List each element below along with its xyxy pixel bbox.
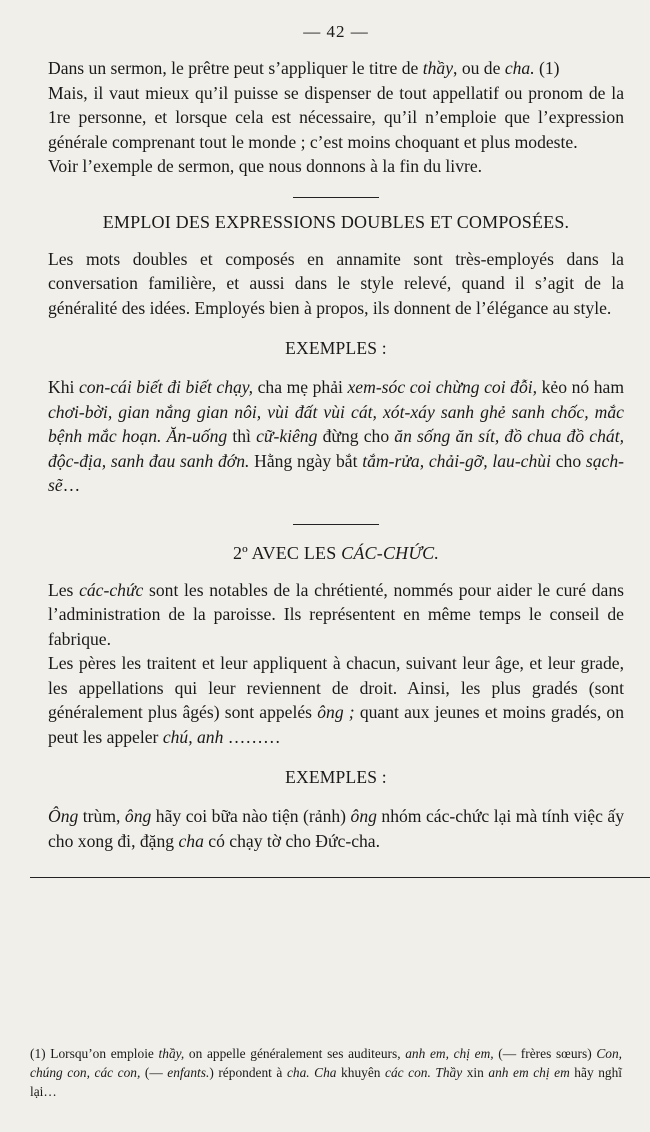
paragraph-peres [48, 651, 624, 749]
text-run: (— frères sœurs) [493, 1046, 597, 1061]
text-run: thì [227, 426, 257, 446]
footnote-divider [30, 877, 650, 878]
text-run: Hằng ngày bắt [249, 450, 363, 471]
italic-run: ông [124, 806, 152, 826]
heading-text: 2º AVEC LES [232, 542, 342, 563]
examples-heading-2: EXEMPLES : [285, 767, 387, 787]
section-divider [293, 524, 379, 525]
text-run: (1) Lorsqu’on emploie [30, 1046, 159, 1061]
text-run: hãy nghĩ lại… [30, 1065, 622, 1099]
heading-italic: CÁC-CHỨC. [341, 542, 440, 563]
text-run: … [62, 475, 81, 495]
text-run: có chạy tờ cho Đức-cha. [203, 830, 381, 851]
footnote [30, 1044, 622, 1101]
text-run: Les pères les traitent et leur appliquent à chacun, suivant leur âge, et leur grade, les appellations qui leur reviennent de droit. Ainsi, les plus gradés (sont généralement plus âgés) sont appelés [48, 653, 624, 722]
italic-run: sạch-sẽ [48, 450, 624, 495]
italic-run: cữ-kiêng [256, 426, 318, 446]
footnote-ref: (1) [534, 58, 560, 78]
text-span: Dans un sermon, le prêtre peut s’appliquer le titre de [48, 58, 423, 78]
italic-run: Con, chúng con, các con, [30, 1046, 622, 1080]
section-heading-cac-chuc [48, 543, 624, 564]
italic-run: cha. Cha [286, 1065, 337, 1080]
text-run: nhóm các-chức lại mà tính việc ấy cho xong đi, đặng [48, 806, 624, 851]
section-heading-emploi: EMPLOI DES EXPRESSIONS DOUBLES ET COMPOSÉES. [102, 211, 570, 232]
paragraph-appellatif: Mais, il vaut mieux qu’il puisse se dispenser de tout appellatif ou pronom de la 1re personne, et lorsque cela est nécessaire, qu’il n’emploie que l’expression générale comprenant tout le monde ; c’est moins choquant et plus modeste. [48, 82, 624, 152]
example-paragraph-2 [48, 804, 624, 853]
italic-run: cha [178, 830, 204, 851]
italic-term: cha. [504, 58, 535, 78]
text-run: sont les notables de la chrétienté, nommés pour aider le curé dans l’administration de la paroisse. Ils représentent en même temps le conseil de fabrique. [48, 579, 624, 649]
italic-run: chú, anh [162, 726, 224, 747]
italic-run: Ông [48, 806, 79, 826]
paragraph-sermon [48, 56, 624, 81]
italic-run: con-cái biết đi biết chạy, [78, 377, 254, 397]
text-run: trùm, [78, 806, 125, 826]
italic-run: các-chức [79, 579, 144, 600]
italic-run: xem-sóc coi chừng coi đỗi, [347, 377, 538, 397]
text-run: đừng cho [317, 426, 395, 446]
text-run: on appelle généralement ses auditeurs, [184, 1046, 406, 1061]
text-run: hãy coi bữa nào tiện (rảnh) [151, 806, 351, 826]
italic-run: ông [350, 806, 377, 826]
text-run: Les [48, 579, 80, 600]
text-run: (— [140, 1065, 168, 1080]
paragraph-mots-doubles: Les mots doubles et composés en annamite sont très-employés dans la conversation familière, et aussi dans le style relevé, quand il s’agit de la généralité des idées. Employés bien à propos, ils donnent de l’élégance au style. [48, 248, 624, 318]
italic-run: anh em, chị em, [405, 1046, 494, 1061]
italic-run: các con. Thầy [385, 1065, 463, 1080]
italic-run: chơi-bời, gian nắng gian nôi, vùi đất vùi cát, xót-xáy sanh ghẻ sanh chốc, mắc bệnh mắc hoạn. Ăn-uống [48, 401, 624, 446]
italic-run: ăn sống ăn sít, đồ chua đồ chát, độc-địa, sanh đau sanh đớn. [48, 426, 624, 471]
italic-run: anh em chị em [488, 1065, 570, 1080]
italic-term: thầy [422, 58, 454, 78]
paragraph-voir: Voir l’exemple de sermon, que nous donnons à la fin du livre. [48, 156, 483, 176]
examples-heading-1: EXEMPLES : [285, 338, 387, 358]
text-run: cho [550, 450, 586, 471]
italic-run: tắm-rửa, chải-gỡ, lau-chùi [362, 450, 551, 471]
text-run: quant aux jeunes et moins gradés, on peut les appeler [48, 702, 624, 747]
text-run: ……… [223, 726, 281, 747]
italic-run: thầy, [158, 1046, 185, 1061]
text-run: Khi [48, 377, 79, 397]
section-divider [293, 197, 379, 198]
text-run: ) répondent à [209, 1065, 287, 1080]
text-run: khuyên [336, 1065, 386, 1080]
example-paragraph-1 [48, 375, 624, 498]
paragraph-notables [48, 578, 624, 652]
text-run: cha mẹ phải [253, 377, 348, 397]
italic-run: ông ; [317, 702, 355, 722]
text-run: kẻo nó ham [537, 377, 625, 397]
text-run: xin [462, 1065, 489, 1080]
text-span: , ou de [453, 58, 505, 78]
page-number: — 42 — [303, 22, 369, 41]
italic-run: enfants. [167, 1065, 210, 1080]
